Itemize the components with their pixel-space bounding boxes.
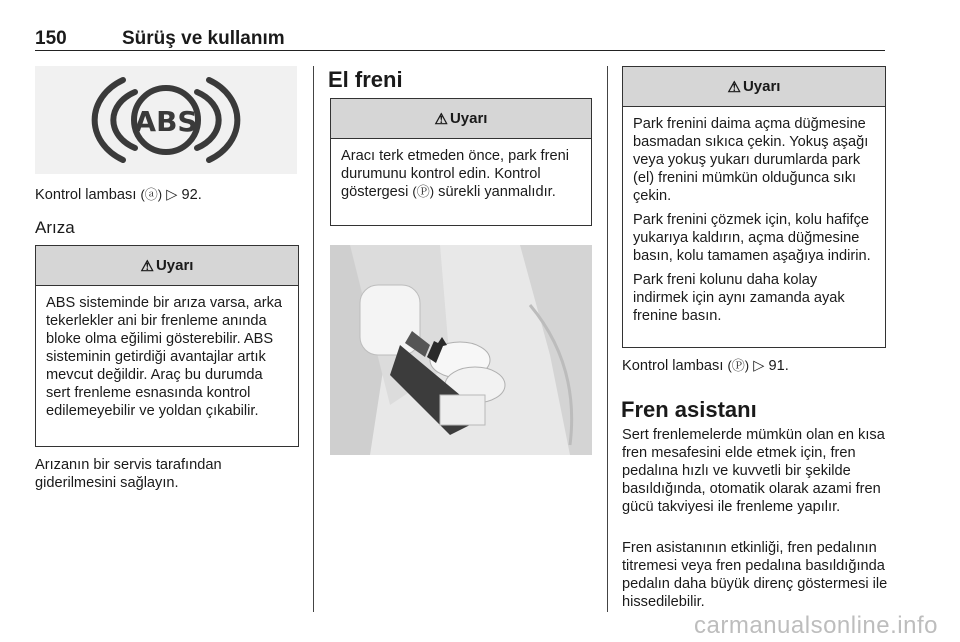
brake-assist-paragraph-1: Sert frenlemelerde mümkün olan en kısa fren mesafesini elde etmek için, fren pedalına hızlı ve kuvvetli bir şekilde basıldığında, otomatik olarak azami fren gücü takviyesi ile frenleme yapılır. <box>622 427 885 515</box>
abs-warning-light-figure <box>35 66 297 174</box>
chapter-title: Sürüş ve kullanım <box>122 28 285 49</box>
brake-lamp-icon: (Ⓟ) <box>412 184 435 199</box>
parking-brake-lever-photo <box>330 245 592 455</box>
parking-brake-warning-box <box>330 98 592 226</box>
warning-triangle-icon: ⚠ <box>140 257 154 275</box>
abs-lamp-reference <box>35 186 297 204</box>
warning-text: Aracı terk etmeden önce, park freni durumunu kontrol edin. Kontrol göstergesi (Ⓟ) sürekli yanmalıdır. <box>341 148 569 200</box>
warning-triangle-icon: ⚠ <box>727 78 741 96</box>
parking-brake-heading: El freni <box>328 67 403 92</box>
abs-icon-label: ABS <box>134 105 198 138</box>
lamp-page-ref: 92. <box>181 187 202 203</box>
brake-assist-heading: Fren asistanı <box>621 397 757 422</box>
lamp-page-ref: 91. <box>768 358 789 374</box>
lamp-prefix: Kontrol lambası <box>622 358 724 374</box>
column-divider-left <box>313 66 314 612</box>
abs-lamp-icon: (ⓐ) <box>140 187 163 202</box>
warning-header <box>623 67 885 107</box>
abs-warning-light-icon <box>35 66 297 174</box>
warning-header <box>36 246 298 286</box>
page-number: 150 <box>35 28 67 49</box>
warning-body <box>331 139 591 209</box>
brake-lamp-reference <box>622 357 884 375</box>
abs-warning-box <box>35 245 299 447</box>
warning-title: Uyarı <box>449 110 488 127</box>
warning-paragraph: Park frenini daima açma düğmesine basmadan sıkıca çekin. Yokuş aşağı veya yokuş yukarı durumlarda park (el) frenini mümkün olduğunca sıkı çekin. <box>633 116 869 204</box>
page-header <box>35 28 885 51</box>
warning-title: Uyarı <box>742 78 781 95</box>
warning-title: Uyarı <box>155 257 194 274</box>
page-ref-arrow-icon: ▷ <box>753 358 765 374</box>
brake-assist-paragraph-2: Fren asistanının etkinliği, fren pedalının titremesi veya fren pedalına basıldığında pedalın daha büyük direnç göstermesi ile hissedilebilir. <box>622 540 888 610</box>
service-text: Arızanın bir servis tarafından giderilmesini sağlayın. <box>35 457 222 491</box>
warning-paragraph: Park freni kolunu daha kolay indirmek için aynı zamanda ayak frenine basın. <box>633 272 845 324</box>
warning-triangle-icon: ⚠ <box>434 110 448 128</box>
warning-text: ABS sisteminde bir arıza varsa, arka tekerlekler ani bir frenleme anında bloke olma eğilimi gösterebilir. ABS sisteminin getirdiği avantajlar artık mevcut değildir. Araç bu durumda sert frenleme esnasında kontrol edilemeyebilir ve yoldan çıkabilir. <box>46 295 283 419</box>
page-ref-arrow-icon: ▷ <box>166 187 178 203</box>
brake-lamp-icon: (Ⓟ) <box>727 358 750 373</box>
warning-body <box>36 286 298 428</box>
parking-brake-usage-warning-box <box>622 66 886 348</box>
parking-brake-lever-illustration <box>330 245 592 455</box>
warning-body <box>623 107 885 333</box>
warning-paragraph: Park frenini çözmek için, kolu hafifçe yukarıya kaldırın, açma düğmesine basın, kolu tamamen aşağıya indirin. <box>633 212 871 264</box>
column-divider-right <box>607 66 608 612</box>
warning-header <box>331 99 591 139</box>
lamp-prefix: Kontrol lambası <box>35 187 137 203</box>
watermark: carmanualsonline.info <box>694 612 938 639</box>
fault-heading: Arıza <box>35 218 75 237</box>
